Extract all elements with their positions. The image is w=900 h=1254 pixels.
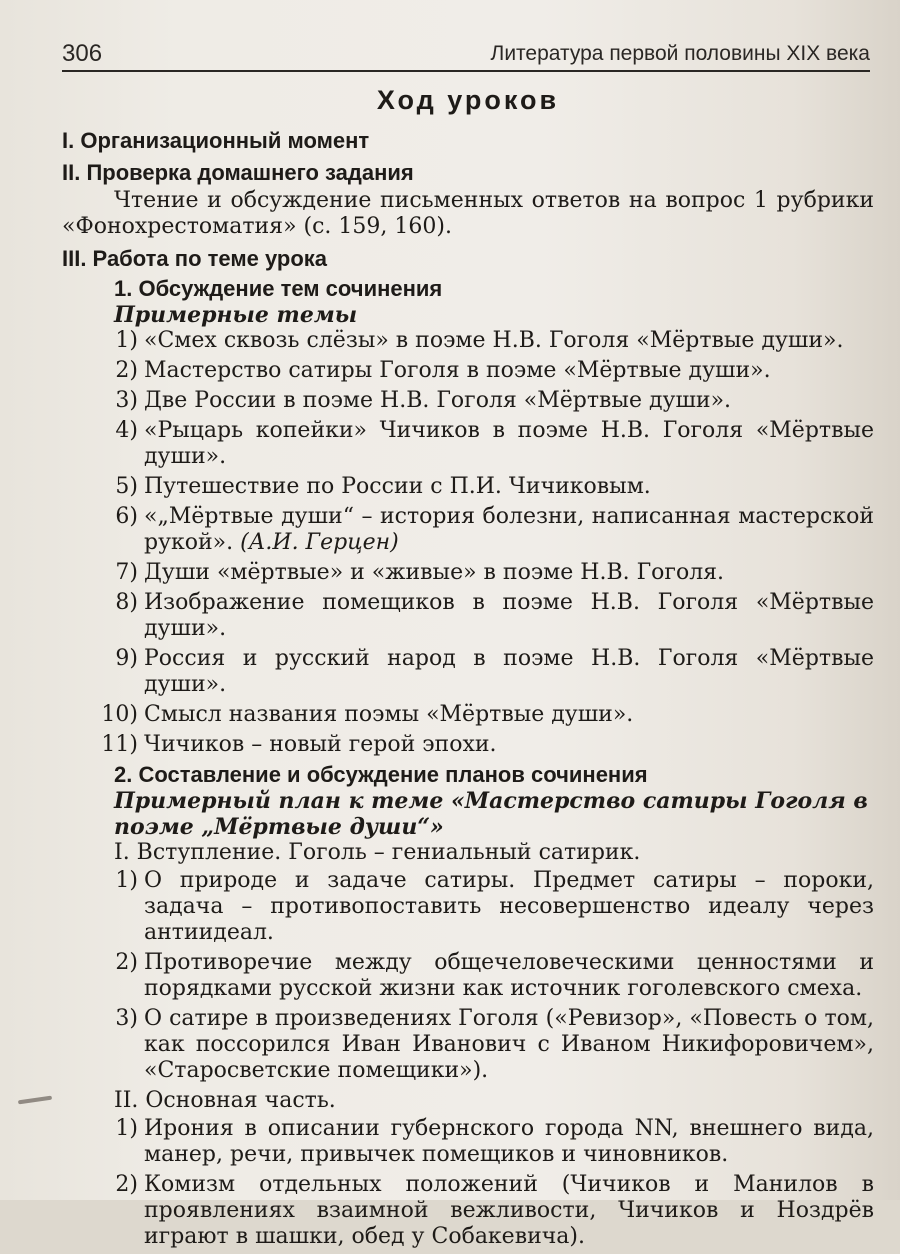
item-number: 3) bbox=[115, 388, 138, 413]
item-text: Две России в поэме Н.В. Гоголя «Мёртвые души». bbox=[144, 388, 732, 413]
item-number: 4) bbox=[115, 418, 138, 443]
item-text: Смысл названия поэмы «Мёртвые души». bbox=[144, 702, 634, 727]
item-text: Россия и русский народ в поэме Н.В. Гоголя «Мёртвые души». bbox=[144, 646, 874, 697]
item-text: «Смех сквозь слёзы» в поэме Н.В. Гоголя «Мёртвые души». bbox=[144, 328, 844, 353]
running-head: Литература первой половины XIX века bbox=[490, 42, 870, 65]
plan-part-1-title: I. Вступление. Гоголь – гениальный сатирик. bbox=[114, 840, 641, 865]
item-text: Души «мёртвые» и «живые» в поэме Н.В. Гоголя. bbox=[144, 560, 725, 585]
item-text-with-author bbox=[144, 504, 874, 556]
plan-part-1-list bbox=[62, 868, 874, 1084]
list-item bbox=[62, 388, 874, 414]
list-item bbox=[62, 1116, 874, 1168]
item-number: 8) bbox=[115, 590, 138, 615]
item-number: 1) bbox=[115, 1116, 138, 1141]
item-number: 10) bbox=[101, 702, 138, 727]
item-text: «Рыцарь копейки» Чичиков в поэме Н.В. Гоголя «Мёртвые души». bbox=[144, 418, 874, 469]
plan-part-2-title: II. Основная часть. bbox=[114, 1088, 336, 1113]
subsection-heading-2: 2. Составление и обсуждение планов сочинения bbox=[114, 762, 648, 787]
lesson-title: Ход уроков bbox=[376, 85, 560, 115]
item-text: О сатире в произведениях Гоголя («Ревизор», «Повесть о том, как поссорился Иван Иванович с Иваном Никифоровичем», «Старосветские помещики»). bbox=[144, 1006, 874, 1083]
list-item bbox=[62, 560, 874, 586]
item-number: 1) bbox=[115, 328, 138, 353]
item-text: Комизм отдельных положений (Чичиков и Манилов в проявлениях взаимной вежливости, Чичиков и Ноздрёв играют в шашки, обед у Собакевича). bbox=[144, 1172, 874, 1249]
list-item bbox=[62, 1172, 874, 1250]
list-item bbox=[62, 358, 874, 384]
list-item bbox=[62, 732, 874, 758]
plan-heading: Примерный план к теме «Мастерство сатиры Гоголя в поэме „Мёртвые души“» bbox=[114, 788, 868, 840]
item-number: 3) bbox=[115, 1006, 138, 1031]
item-text: О природе и задаче сатиры. Предмет сатиры – пороки, задача – противопоставить несовершенство идеалу через антиидеал. bbox=[144, 868, 874, 945]
page-number: 306 bbox=[62, 40, 103, 67]
topics-heading: Примерные темы bbox=[114, 302, 358, 328]
list-item bbox=[62, 950, 874, 1002]
item-number: 2) bbox=[115, 950, 138, 975]
item-number: 2) bbox=[115, 1172, 138, 1197]
item-number: 5) bbox=[115, 474, 138, 499]
page-content bbox=[62, 84, 874, 1254]
list-item bbox=[62, 1006, 874, 1084]
item-number: 9) bbox=[115, 646, 138, 671]
item-text: «„Мёртвые души“ – история болезни, написанная мастерской рукой». bbox=[144, 504, 874, 555]
item-text: Изображение помещиков в поэме Н.В. Гоголя «Мёртвые души». bbox=[144, 590, 874, 641]
item-number: 6) bbox=[115, 504, 138, 529]
section-heading-3: III. Работа по теме урока bbox=[62, 246, 328, 271]
quote-author: (А.И. Герцен) bbox=[240, 530, 399, 555]
section-2-text: Чтение и обсуждение письменных ответов на вопрос 1 рубрики «Фонохрестоматия» (с. 159, 160). bbox=[62, 188, 874, 239]
list-item bbox=[62, 702, 874, 728]
list-item bbox=[62, 868, 874, 946]
item-text: Мастерство сатиры Гоголя в поэме «Мёртвые души». bbox=[144, 358, 771, 383]
list-item bbox=[62, 328, 874, 354]
item-number: 7) bbox=[115, 560, 138, 585]
plan-part-2-list bbox=[62, 1116, 874, 1250]
section-heading-1: I. Организационный момент bbox=[62, 128, 370, 153]
list-item bbox=[62, 590, 874, 642]
item-number: 2) bbox=[115, 358, 138, 383]
item-text: Чичиков – новый герой эпохи. bbox=[144, 732, 497, 757]
item-text: Путешествие по России с П.И. Чичиковым. bbox=[144, 474, 651, 499]
list-item bbox=[62, 504, 874, 556]
page-header bbox=[62, 30, 870, 72]
item-text: Противоречие между общечеловеческими ценностями и порядками русской жизни как источник гоголевского смеха. bbox=[144, 950, 874, 1001]
item-number: 11) bbox=[101, 732, 138, 757]
list-item bbox=[62, 418, 874, 470]
section-heading-2: II. Проверка домашнего задания bbox=[62, 160, 414, 185]
item-number: 1) bbox=[115, 868, 138, 893]
subsection-heading-1: 1. Обсуждение тем сочинения bbox=[114, 276, 443, 301]
topics-list bbox=[62, 328, 874, 758]
item-text: Ирония в описании губернского города NN, внешнего вида, манер, речи, привычек помещиков и чиновников. bbox=[144, 1116, 874, 1167]
list-item bbox=[62, 646, 874, 698]
list-item bbox=[62, 474, 874, 500]
pencil-mark bbox=[18, 1096, 52, 1105]
